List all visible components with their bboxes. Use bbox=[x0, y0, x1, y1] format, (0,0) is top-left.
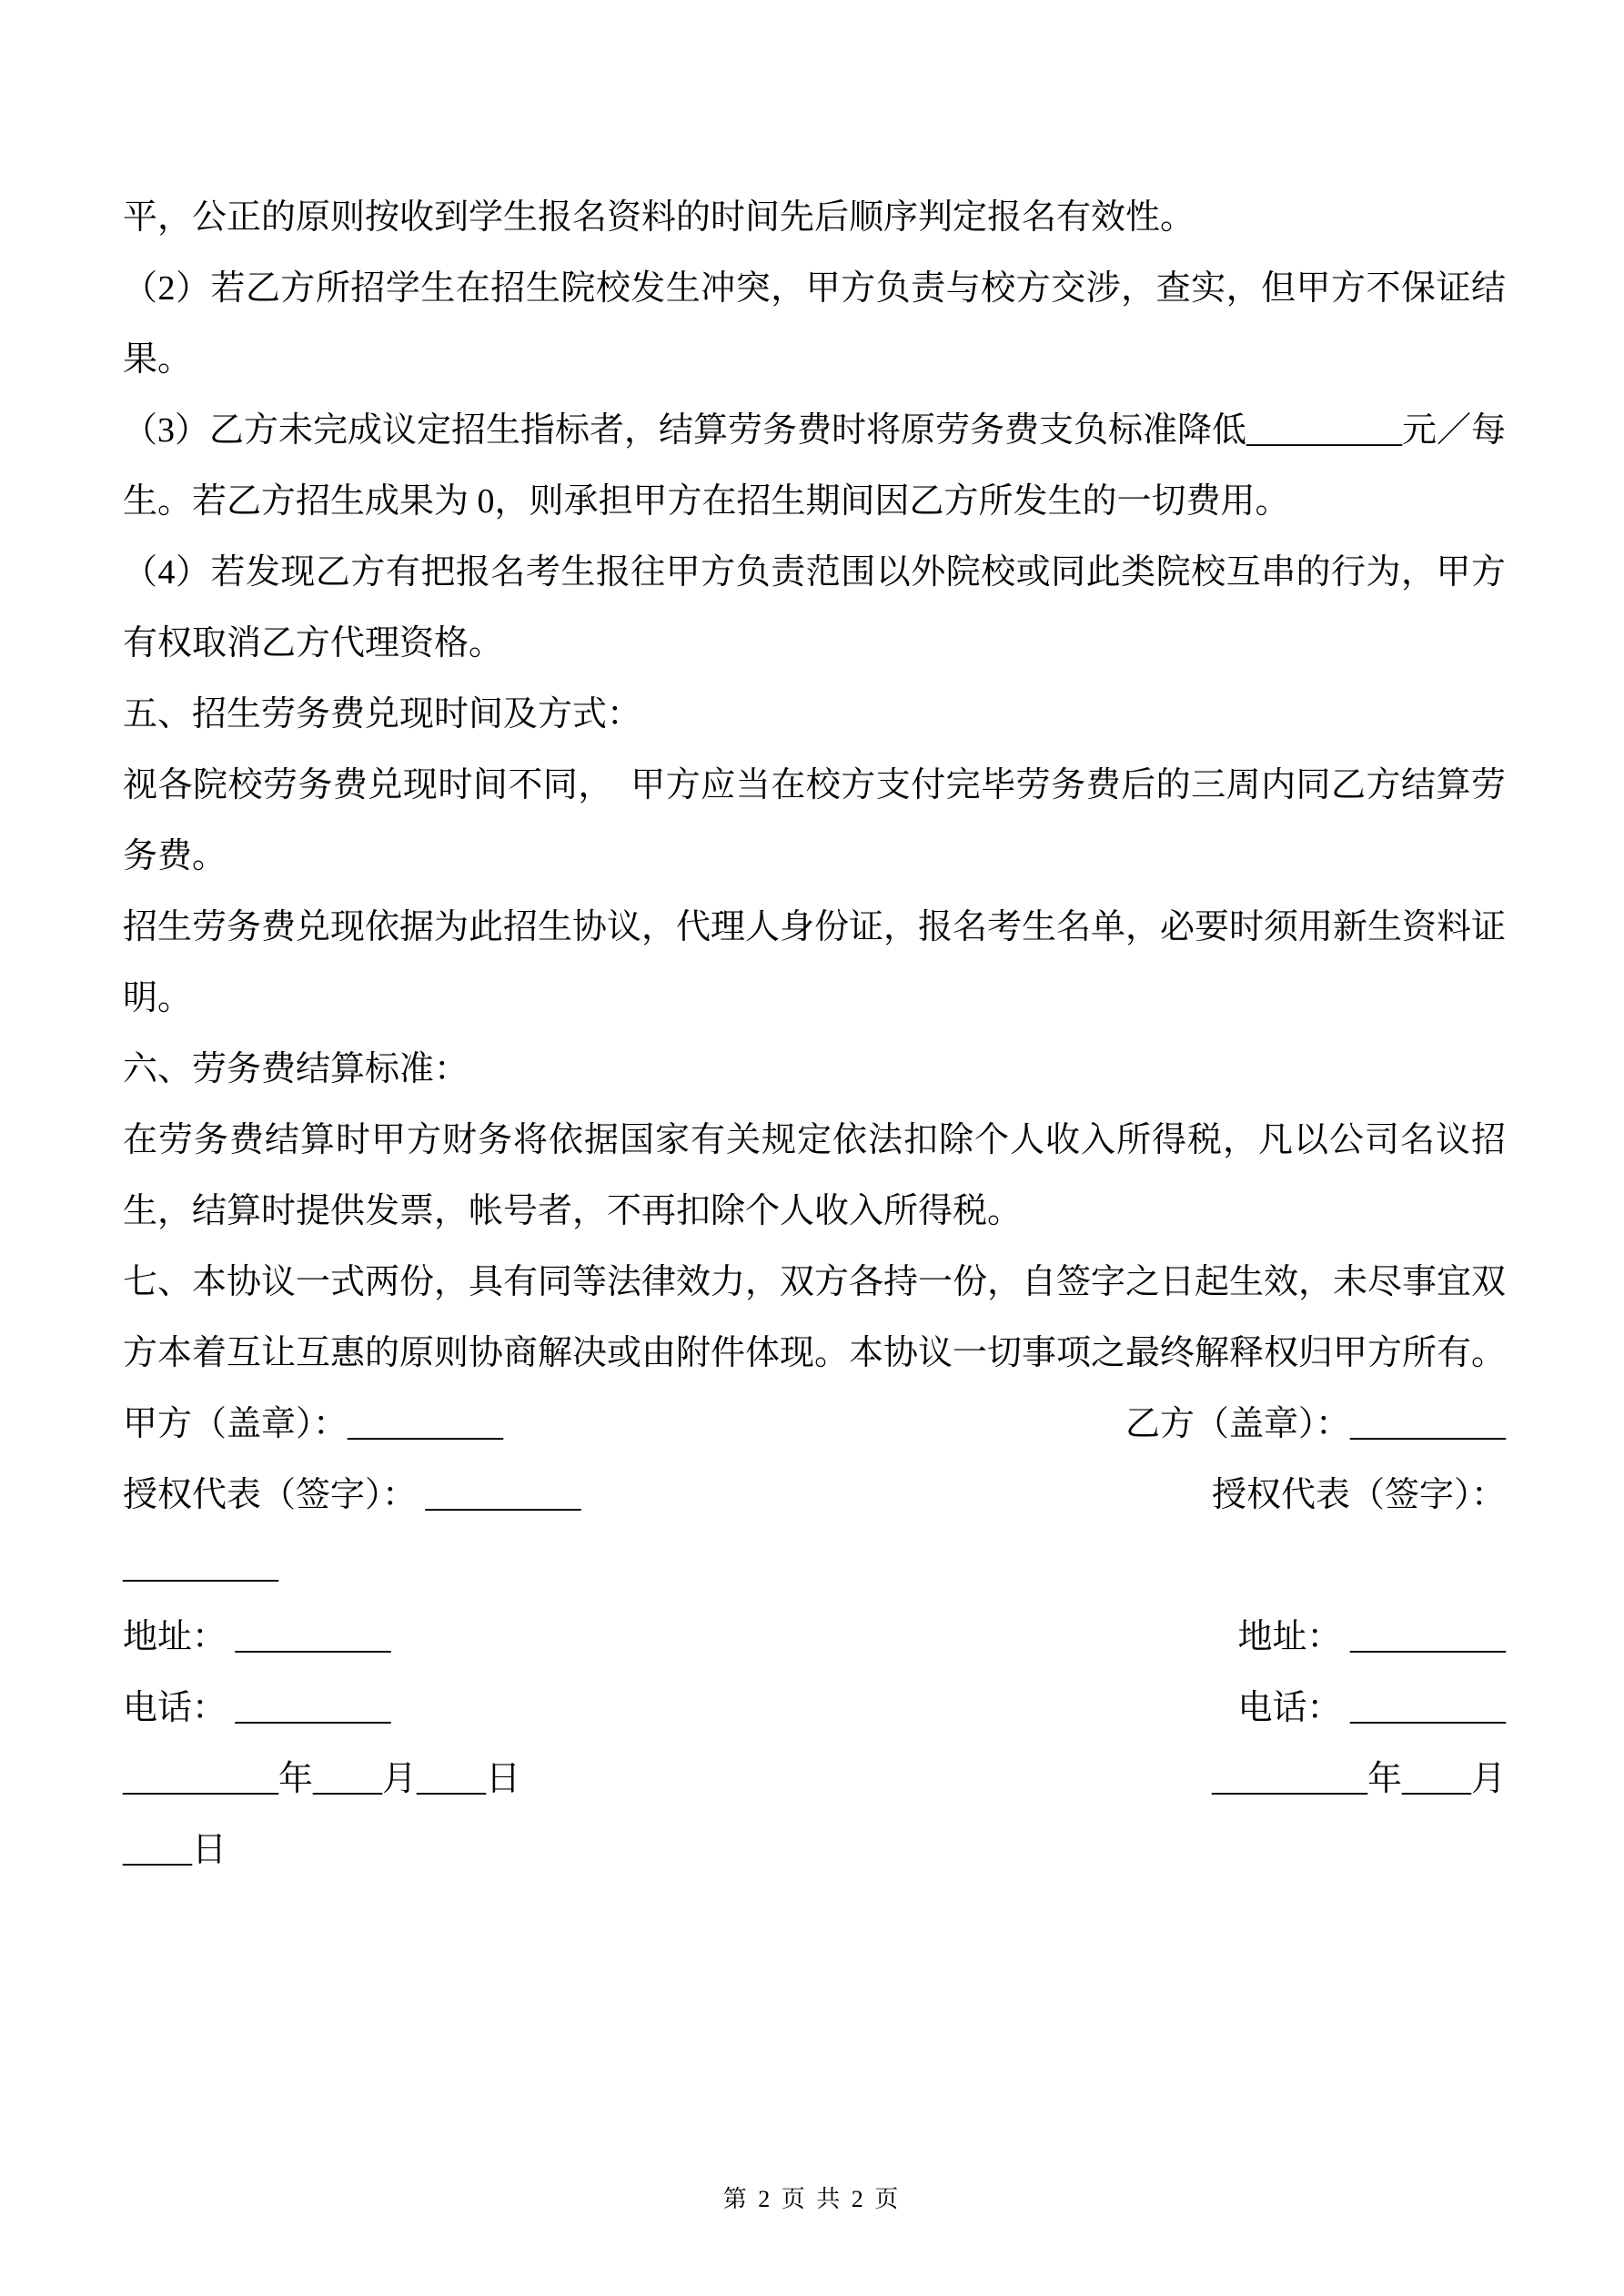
party-b-phone-line: 电话： _________ bbox=[1237, 1689, 1506, 1727]
section-7-para: 七、本协议一式两份，具有同等法律效力，双方各持一份，自签字之日起生效，未尽事宜双方本着互让互惠的原则协商解决或由附件体现。本协议一切事项之最终解释权归甲方所有。 bbox=[123, 1263, 1507, 1372]
page-number: 第 2 页 共 2 页 bbox=[722, 2186, 902, 2212]
section-6-heading: 六、劳务费结算标准： bbox=[123, 1050, 469, 1088]
signature-row-representative bbox=[123, 1460, 1506, 1531]
party-a-representative-line: 授权代表（签字）： _________ bbox=[123, 1476, 581, 1514]
party-b-seal-line: 乙方（盖章）：_________ bbox=[1125, 1405, 1506, 1443]
party-a-address-line: 地址： _________ bbox=[123, 1618, 391, 1656]
signature-row-date-continuation bbox=[123, 1815, 1506, 1886]
section-6-para: 在劳务费结算时甲方财务将依据国家有关规定依法扣除个人收入所得税，凡以公司名议招生，结算时提供发票，帐号者，不再扣除个人收入所得税。 bbox=[123, 1121, 1506, 1230]
clause-2: （2）若乙方所招学生在招生院校发生冲突，甲方负责与校方交涉，查实，但甲方不保证结果。 bbox=[123, 269, 1506, 379]
clause-4: （4）若发现乙方有把报名考生报往甲方负责范围以外院校或同此类院校互串的行为，甲方有权取消乙方代理资格。 bbox=[123, 553, 1506, 663]
signature-row-phone bbox=[123, 1673, 1506, 1744]
signature-row-rep-blank bbox=[123, 1531, 1506, 1602]
signature-row-seal bbox=[123, 1389, 1506, 1460]
clause-3: （3）乙方未完成议定招生指标者，结算劳务费时将原劳务费支负标准降低_________元／每生。若乙方招生成果为 0，则承担甲方在招生期间因乙方所发生的一切费用。 bbox=[123, 411, 1507, 521]
party-a-seal-line: 甲方（盖章）：_________ bbox=[123, 1405, 504, 1443]
party-b-date-continuation: ____日 bbox=[123, 1831, 227, 1869]
party-b-address-line: 地址： _________ bbox=[1237, 1618, 1506, 1656]
signature-row-date bbox=[123, 1744, 1506, 1815]
party-a-phone-line: 电话： _________ bbox=[123, 1689, 391, 1727]
section-5-para-2: 招生劳务费兑现依据为此招生协议，代理人身份证，报名考生名单，必要时须用新生资料证明。 bbox=[123, 908, 1507, 1017]
party-b-representative-line: 授权代表（签字）： bbox=[1211, 1476, 1506, 1514]
signature-row-address bbox=[123, 1602, 1506, 1673]
paragraph-continuation: 平，公正的原则按收到学生报名资料的时间先后顺序判定报名有效性。 bbox=[123, 198, 1195, 237]
section-5-heading: 五、招生劳务费兑现时间及方式： bbox=[123, 695, 642, 733]
party-a-date-line: _________年____月____日 bbox=[123, 1760, 521, 1798]
representative-signature-blank: _________ bbox=[123, 1547, 278, 1585]
document-body bbox=[123, 182, 1506, 1886]
section-5-para-1: 视各院校劳务费兑现时间不同， 甲方应当在校方支付完毕劳务费后的三周内同乙方结算劳务费。 bbox=[123, 766, 1506, 875]
party-b-date-line: _________年____月 bbox=[1211, 1760, 1506, 1798]
